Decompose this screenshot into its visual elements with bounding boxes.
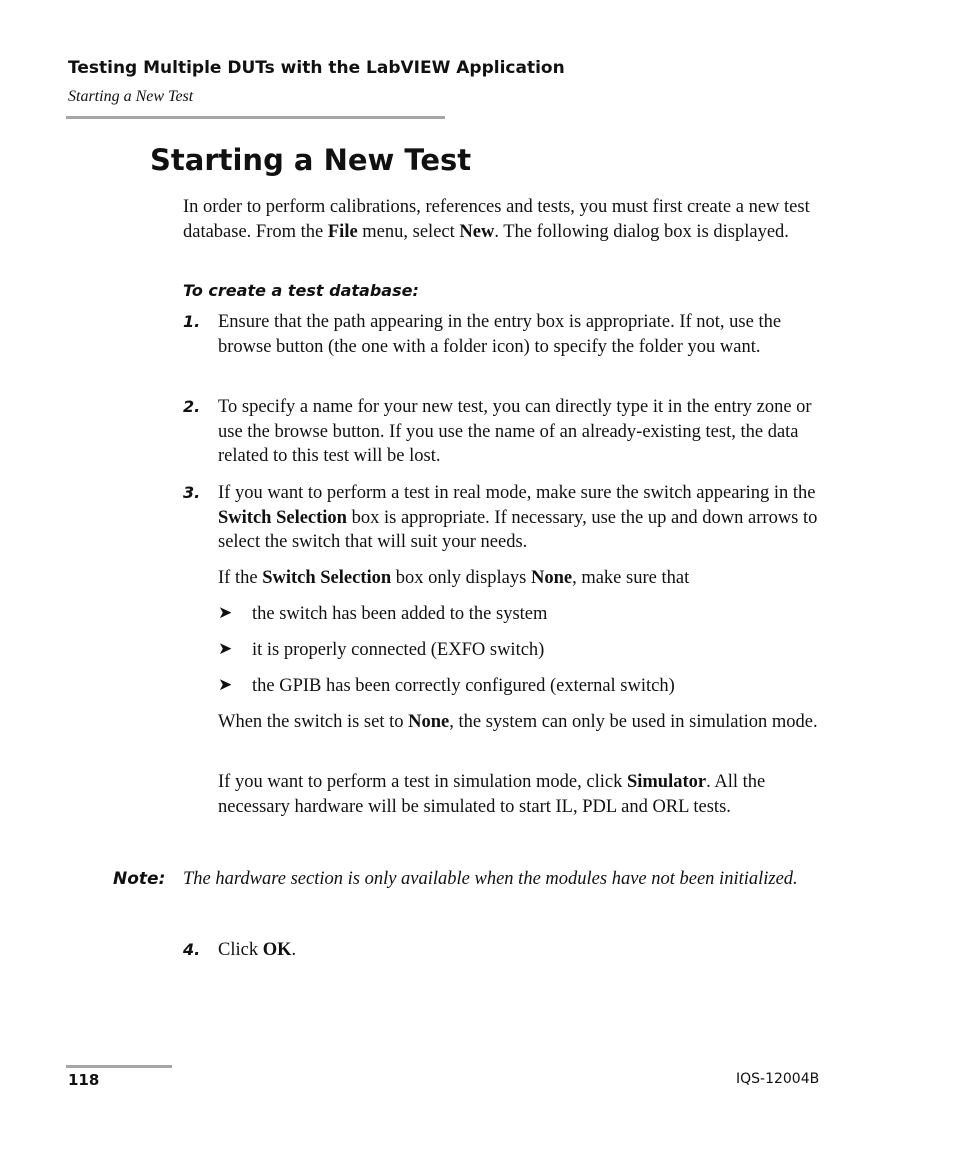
header-rule (66, 116, 445, 119)
step-number: 1. (183, 312, 201, 331)
note-label: Note: (113, 869, 166, 889)
bold-switch-selection: Switch Selection (262, 568, 392, 588)
bullet-item: the GPIB has been correctly configured (external switch) (252, 676, 675, 696)
text-part: . (291, 940, 297, 960)
bullet-item: it is properly connected (EXFO switch) (252, 640, 545, 660)
text-part: Click (218, 940, 263, 960)
step-3-none-paragraph (218, 566, 823, 591)
bold-ok: OK (262, 940, 292, 960)
page-title: Starting a New Test (150, 143, 472, 177)
step-3-text-part: box is appropriate. If necessary, use the up and down arrows to select the switch that will suit your needs. (218, 507, 818, 552)
step-3-text-part: If you want to perform a test in real mode, make sure the switch appearing in the (218, 483, 816, 503)
step-number: 4. (183, 940, 201, 959)
arrowhead-bullet-icon: ➤ (218, 603, 233, 622)
step-3-bold: Switch Selection (218, 507, 347, 528)
step-4-text (218, 938, 296, 963)
step-3-text (218, 481, 823, 555)
running-header-subtitle: Starting a New Test (68, 88, 194, 105)
procedure-heading: To create a test database: (183, 281, 419, 300)
note-text: The hardware section is only available when the modules have not been initialized. (183, 869, 798, 889)
page-number: 118 (68, 1071, 100, 1089)
text-part: If you want to perform a test in simulation mode, click (218, 772, 627, 792)
step-number: 2. (183, 397, 201, 416)
text-part: , the system can only be used in simulation mode. (449, 712, 818, 732)
bold-none: None (530, 568, 573, 588)
step-number: 3. (183, 483, 201, 502)
intro-bold-new: New (459, 221, 495, 242)
intro-paragraph (183, 195, 823, 244)
step-1-text: Ensure that the path appearing in the entry box is appropriate. If not, use the browse button (the one with a folder icon) to specify the folder you want. (218, 312, 782, 357)
document-code: IQS-12004B (736, 1071, 820, 1087)
bold-none: None (408, 712, 450, 732)
text-part: When the switch is set to (218, 712, 409, 732)
text-part: If the (218, 568, 263, 588)
intro-bold-file: File (327, 221, 358, 242)
arrowhead-bullet-icon: ➤ (218, 675, 233, 694)
footer-rule (66, 1065, 172, 1068)
step-2-text: To specify a name for your new test, you can directly type it in the entry zone or use the browse button. If you use the name of an already-existing test, the data related to this test will be lost. (218, 397, 812, 466)
text-part: box only displays (391, 568, 531, 588)
intro-text: . The following dialog box is displayed. (494, 221, 789, 242)
simulator-paragraph (218, 770, 818, 819)
bullet-item: the switch has been added to the system (252, 604, 548, 624)
bold-simulator: Simulator (626, 772, 707, 792)
text-part: , make sure that (572, 568, 690, 588)
intro-text: menu, select (357, 221, 460, 242)
arrowhead-bullet-icon: ➤ (218, 639, 233, 658)
intro-text: In order to perform calibrations, references and tests, you must first create a new test database. From the (183, 197, 810, 242)
text-part: . All the necessary hardware will be simulated to start IL, PDL and ORL tests. (218, 772, 766, 817)
running-header-title: Testing Multiple DUTs with the LabVIEW Application (68, 58, 565, 78)
simulation-mode-paragraph (218, 710, 818, 735)
